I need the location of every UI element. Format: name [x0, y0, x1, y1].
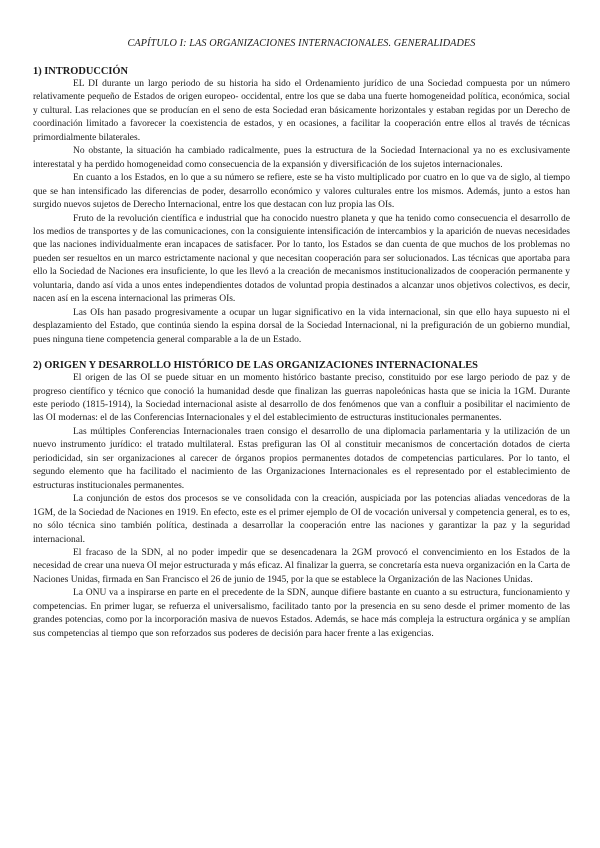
section-origen-desarrollo	[33, 360, 570, 641]
section-heading: 1) INTRODUCCIÓN	[33, 66, 128, 77]
paragraph: La ONU va a inspirarse en parte en el precedente de la SDN, aunque difiere bastante en cuanto a su estructura, funcionamiento y competencias. En primer lugar, se refuerza el universalismo, facilitado tanto por la presencia en su seno desde el primer momento de las grandes potencias, como por la incorporación masiva de nuevos Estados. Además, se hace más compleja la estructura orgánica y se amplían sus competencias al tiempo que son reforzados sus poderes de decisión para hacer frente a las exigencias.	[33, 588, 570, 639]
paragraph: EL DI durante un largo periodo de su historia ha sido el Ordenamiento jurídico de una Sociedad compuesta por un número relativamente pequeño de Estados de origen europeo- occidental, entre los que se daba una fuerte homogeneidad política, económica, social y cultural. Las relaciones que se producían en el seno de esta Sociedad eran básicamente horizontales y estaban regidas por un Derecho de coordinación limitado a favorecer la coexistencia de estados, y en ocasiones, a facilitar la cooperación entre ellos al través de técnicas primordialmente bilaterales.	[33, 79, 570, 143]
paragraph: En cuanto a los Estados, en lo que a su número se refiere, este se ha visto multiplicado por cuatro en lo que va de siglo, al tiempo que se han intensificado las diferencias de poder, desarrollo económico y valores culturales entre los mismos. Además, junto a estos han surgido nuevos sujetos de Derecho Internacional, entre los que destacan con luz propia las OIs.	[33, 173, 570, 211]
paragraph: La conjunción de estos dos procesos se ve consolidada con la creación, auspiciada por las potencias aliadas vencedoras de la 1GM, de la Sociedad de Naciones en 1919. En efecto, este es el primer ejemplo de OI de vocación universal y competencia general, es to es, no sólo técnica sino también política, destinada a desarrollar la cooperación entre las naciones y garantizar la paz y la seguridad internacional.	[33, 494, 570, 545]
section-introduccion	[33, 66, 570, 347]
section-heading: 2) ORIGEN Y DESARROLLO HISTÓRICO DE LAS ORGANIZACIONES INTERNACIONALES	[33, 360, 478, 372]
paragraph: Fruto de la revolución científica e industrial que ha conocido nuestro planeta y que ha tenido como consecuencia el desarrollo de los medios de transportes y de las comunicaciones, con la consiguiente intensificación de intercambios y la aparición de nuevas necesidades que las naciones individualmente eran incapaces de satisfacer. Por lo tanto, los Estados se dan cuenta de que muchos de los problemas no pueden ser resueltos en un marco estrictamente nacional y que necesitan cooperación para ser solucionados. Las técnicas que aportaba para ello la Sociedad de Naciones era insuficiente, lo que les llevó a la creación de mecanismos institucionalizados de cooperación permanente y voluntaria, dando así vida a unos entes independientes dotados de voluntad propia destinados a alcanzar unos objetivos colectivos, es decir, nacen así en la escena internacional las primeras OIs.	[33, 213, 570, 305]
paragraph: No obstante, la situación ha cambiado radicalmente, pues la estructura de la Sociedad Internacional ya no es exclusivamente interestatal y ha perdido homogeneidad como consecuencia de la expansión y diversificación de los sujetos internacionales.	[33, 146, 570, 170]
paragraph: Las OIs han pasado progresivamente a ocupar un lugar significativo en la vida internacional, sin que ello haya supuesto ni el desplazamiento del Estado, que continúa siendo la espina dorsal de la Sociedad Internacional, ni la prefiguración de un gobierno mundial, pues ninguna tiene competencia general comparable a la de un Estado.	[33, 307, 570, 345]
chapter-title: CAPÍTULO I: LAS ORGANIZACIONES INTERNACIONALES. GENERALIDADES	[127, 38, 476, 49]
paragraph: Las múltiples Conferencias Internacionales traen consigo el desarrollo de una diplomacia parlamentaria y la utilización de un nuevo instrumento jurídico: el tratado multilateral. Estas prefiguran las OI al constituir mecanismos de concertación dotados de cierta periodicidad, sin ser organizaciones al carecer de órganos propios permanentes dotados de competencias particulares. Por lo tanto, el segundo elemento que ha facilitado el nacimiento de las Organizaciones Internacionales es el representado por el establecimiento de estructuras institucionales permanentes.	[33, 426, 570, 491]
paragraph: El origen de las OI se puede situar en un momento histórico bastante preciso, constituido por ese largo periodo de paz y de progreso científico y técnico que conoció la humanidad desde que finalizan las guerras napoleónicas hasta que se inicia la 1GM. Durante este periodo (1815-1914), la Sociedad internacional asiste al desarrollo de dos fenómenos que van a confluir a posibilitar el nacimiento de las OI modernas: el de las Conferencias Internacionales y el del establecimiento de estructuras institucionales permanentes.	[33, 373, 570, 424]
paragraph: El fracaso de la SDN, al no poder impedir que se desencadenara la 2GM provocó el convencimiento en los Estados de la necesidad de crear una nueva OI mejor estructurada y más eficaz. Al finalizar la guerra, se concretaría esta nueva organización en la Carta de Naciones Unidas, firmada en San Francisco el 26 de junio de 1945, por la que se establece la Organización de las Naciones Unidas.	[33, 547, 570, 585]
